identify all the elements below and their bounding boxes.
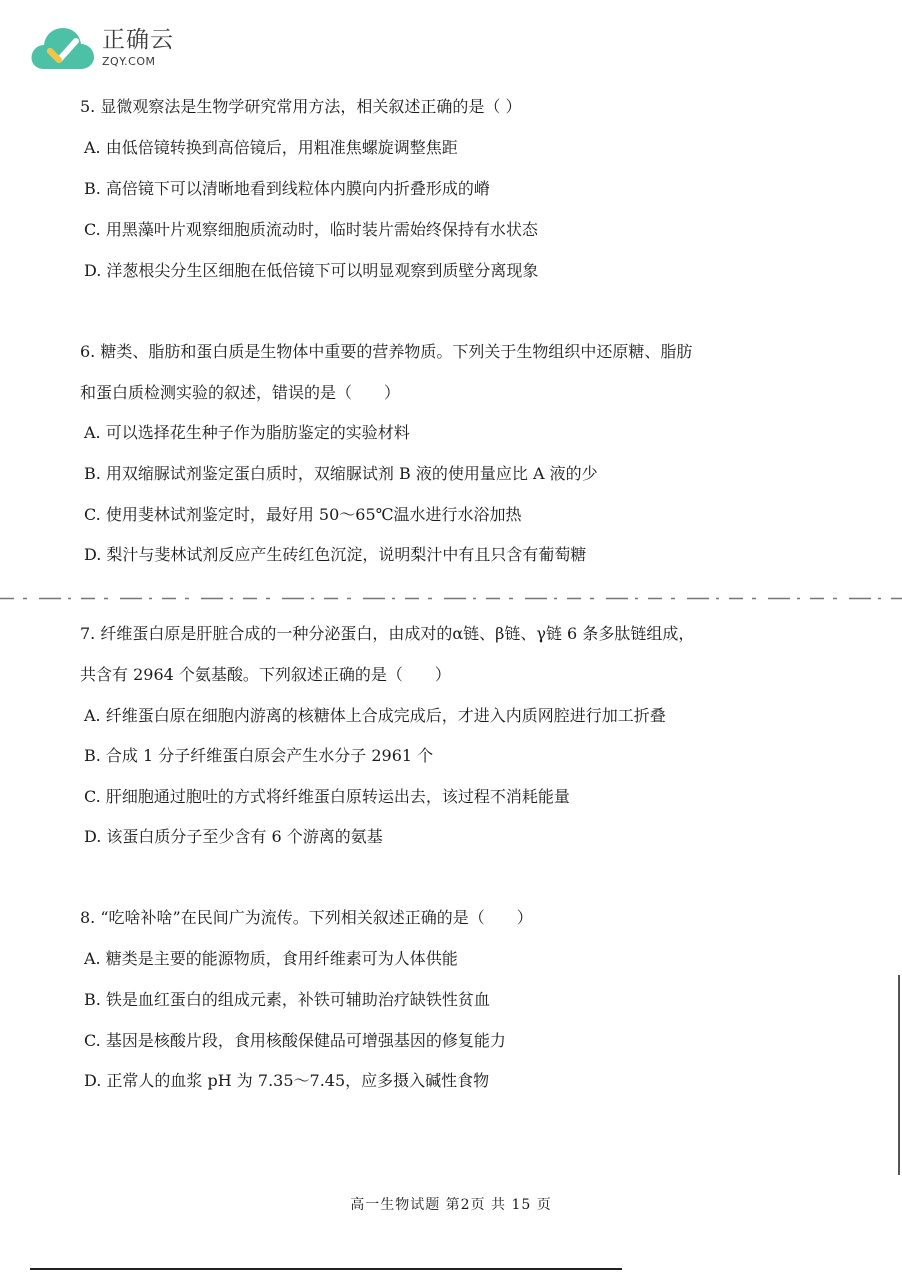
- question-7-option-c: C. 肝细胞通过胞吐的方式将纤维蛋白原转运出去，该过程不消耗能量: [84, 787, 570, 806]
- question-8-option-b: B. 铁是血红蛋白的组成元素，补铁可辅助治疗缺铁性贫血: [84, 990, 490, 1009]
- question-6-option-d: D. 梨汁与斐林试剂反应产生砖红色沉淀，说明梨汁中有且只含有葡萄糖: [84, 545, 587, 564]
- question-7-stem-line-1: 7. 纤维蛋白原是肝脏合成的一种分泌蛋白，由成对的α链、β链、γ链 6 条多肽链组成，: [80, 624, 695, 643]
- logo-domain: ZQY.COM: [102, 55, 156, 68]
- question-5-option-c: C. 用黑藻叶片观察细胞质流动时，临时装片需始终保持有水状态: [84, 220, 538, 239]
- question-7-option-b: B. 合成 1 分子纤维蛋白原会产生水分子 2961 个: [84, 746, 434, 765]
- question-5-option-b: B. 高倍镜下可以清晰地看到线粒体内膜向内折叠形成的嵴: [84, 179, 490, 198]
- question-5-option-d: D. 洋葱根尖分生区细胞在低倍镜下可以明显观察到质壁分离现象: [84, 261, 539, 280]
- question-5-stem: 5. 显微观察法是生物学研究常用方法，相关叙述正确的是（ ）: [80, 97, 522, 116]
- question-7-option-d: D. 该蛋白质分子至少含有 6 个游离的氨基: [84, 827, 383, 846]
- cloud-check-icon: [30, 23, 96, 73]
- question-6-option-b: B. 用双缩脲试剂鉴定蛋白质时，双缩脲试剂 B 液的使用量应比 A 液的少: [84, 464, 598, 483]
- question-7-stem-line-2: 共含有 2964 个氨基酸。下列叙述正确的是（ ）: [80, 665, 451, 684]
- question-8-option-d: D. 正常人的血浆 pH 为 7.35～7.45，应多摄入碱性食物: [84, 1071, 490, 1090]
- page-footer: 高一生物试题 第2页 共 15 页: [350, 1197, 552, 1213]
- bottom-rule: [30, 1268, 622, 1270]
- question-8-option-a: A. 糖类是主要的能源物质，食用纤维素可为人体供能: [84, 949, 458, 968]
- question-6-stem-line-1: 6. 糖类、脂肪和蛋白质是生物体中重要的营养物质。下列关于生物组织中还原糖、脂肪: [80, 342, 693, 361]
- question-7-option-a: A. 纤维蛋白原在细胞内游离的核糖体上合成完成后，才进入内质网腔进行加工折叠: [84, 706, 666, 725]
- question-6-stem-line-2: 和蛋白质检测实验的叙述，错误的是（ ）: [80, 383, 401, 402]
- question-5-option-a: A. 由低倍镜转换到高倍镜后，用粗准焦螺旋调整焦距: [84, 138, 458, 157]
- question-8-option-c: C. 基因是核酸片段，食用核酸保健品可增强基因的修复能力: [84, 1031, 506, 1050]
- question-6-option-a: A. 可以选择花生种子作为脂肪鉴定的实验材料: [84, 423, 410, 442]
- scan-edge-mark: [898, 975, 900, 1175]
- scan-artifact-line: [0, 597, 902, 599]
- zqy-logo: [30, 22, 174, 74]
- question-6-option-c: C. 使用斐林试剂鉴定时，最好用 50～65℃温水进行水浴加热: [84, 505, 522, 524]
- question-8-stem: 8. “吃啥补啥”在民间广为流传。下列相关叙述正确的是（ ）: [80, 908, 533, 927]
- logo-name: 正确云: [102, 27, 174, 53]
